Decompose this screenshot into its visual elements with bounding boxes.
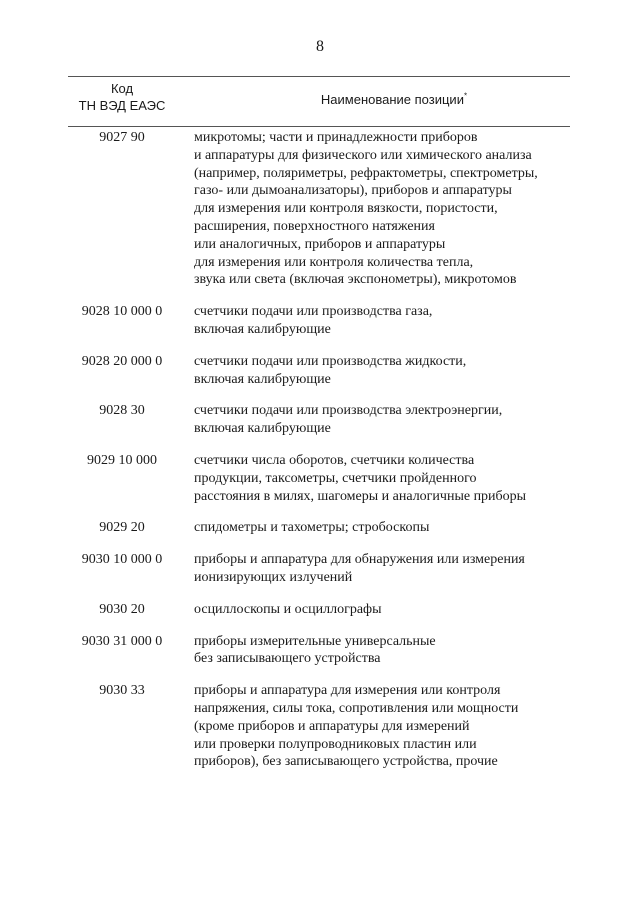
table-row [68, 402, 588, 438]
position-description [194, 129, 588, 289]
description-line: напряжения, силы тока, сопротивления или мощности [194, 700, 519, 716]
description-line: или проверки полупроводниковых пластин или [194, 736, 477, 752]
header-name-column [218, 91, 570, 108]
description-line: и аппаратуры для физического или химического анализа [194, 147, 532, 163]
description-line: (например, поляриметры, рефрактометры, спектрометры, [194, 165, 538, 181]
description-line: включая калибрующие [194, 421, 331, 437]
description-line: продукции, таксометры, счетчики пройденного [194, 470, 477, 486]
description-line: (кроме приборов и аппаратуры для измерений [194, 718, 470, 734]
description-line: расширения, поверхностного натяжения [194, 218, 435, 234]
description-line: счетчики подачи или производства газа, [194, 304, 433, 320]
header-code-column [68, 80, 176, 114]
table-row [68, 551, 588, 587]
position-description [194, 601, 588, 619]
position-description [194, 633, 588, 669]
tnved-code: 9029 20 [99, 520, 145, 536]
description-line: приборы измерительные универсальные [194, 633, 436, 649]
tnved-code: 9030 10 000 0 [81, 552, 163, 568]
table-row [68, 129, 588, 289]
header-code-system: ТН ВЭД ЕАЭС [78, 98, 166, 113]
position-description [194, 682, 588, 771]
description-line: ионизирующих излучений [194, 569, 353, 585]
description-line: приборов), без записывающего устройства, прочие [194, 754, 498, 770]
page-number: 8 [316, 38, 324, 55]
tnved-code: 9028 30 [99, 403, 145, 419]
position-description [194, 519, 588, 537]
description-line: для измерения или контроля вязкости, пористости, [194, 201, 498, 217]
position-description [194, 303, 588, 339]
description-line: для измерения или контроля количества тепла, [194, 254, 474, 270]
description-line: счетчики подачи или производства электроэнергии, [194, 403, 503, 419]
description-line: включая калибрующие [194, 371, 331, 387]
tnved-code: 9028 10 000 0 [81, 304, 163, 320]
description-line: счетчики числа оборотов, счетчики количества [194, 452, 475, 468]
description-line: приборы и аппаратура для обнаружения или измерения [194, 552, 525, 568]
tnved-code: 9030 20 [99, 601, 145, 617]
table-row [68, 452, 588, 505]
description-line: или аналогичных, приборов и аппаратуры [194, 236, 446, 252]
table-row [68, 353, 588, 389]
table-row [68, 519, 588, 537]
tnved-code: 9030 31 000 0 [81, 633, 163, 649]
table-row [68, 633, 588, 669]
description-line: осциллоскопы и осциллографы [194, 601, 382, 617]
header-name-label: Наименование позиции [320, 92, 464, 107]
description-line: приборы и аппаратура для измерения или контроля [194, 683, 501, 699]
description-line: счетчики подачи или производства жидкости, [194, 353, 467, 369]
tnved-code: 9030 33 [99, 683, 145, 699]
description-line: газо- или дымоанализаторы), приборов и аппаратуры [194, 183, 512, 199]
description-line: включая калибрующие [194, 321, 331, 337]
tnved-code: 9028 20 000 0 [81, 353, 163, 369]
tnved-code: 9029 10 000 [87, 452, 157, 468]
header-footnote-mark: * [463, 91, 468, 101]
table-body [68, 129, 588, 785]
description-line: без записывающего устройства [194, 651, 381, 667]
position-description [194, 353, 588, 389]
table-row [68, 682, 588, 771]
header-code-label: Код [110, 81, 134, 96]
description-line: расстояния в милях, шагомеры и аналогичные приборы [194, 488, 527, 504]
table-row [68, 303, 588, 339]
position-description [194, 402, 588, 438]
description-line: спидометры и тахометры; стробоскопы [194, 520, 430, 536]
table-row [68, 601, 588, 619]
position-description [194, 551, 588, 587]
tnved-code: 9027 90 [99, 130, 145, 145]
description-line: микротомы; части и принадлежности приборов [194, 130, 478, 145]
position-description [194, 452, 588, 505]
description-line: звука или света (включая экспонометры), микротомов [194, 272, 517, 288]
table-header [68, 76, 570, 127]
